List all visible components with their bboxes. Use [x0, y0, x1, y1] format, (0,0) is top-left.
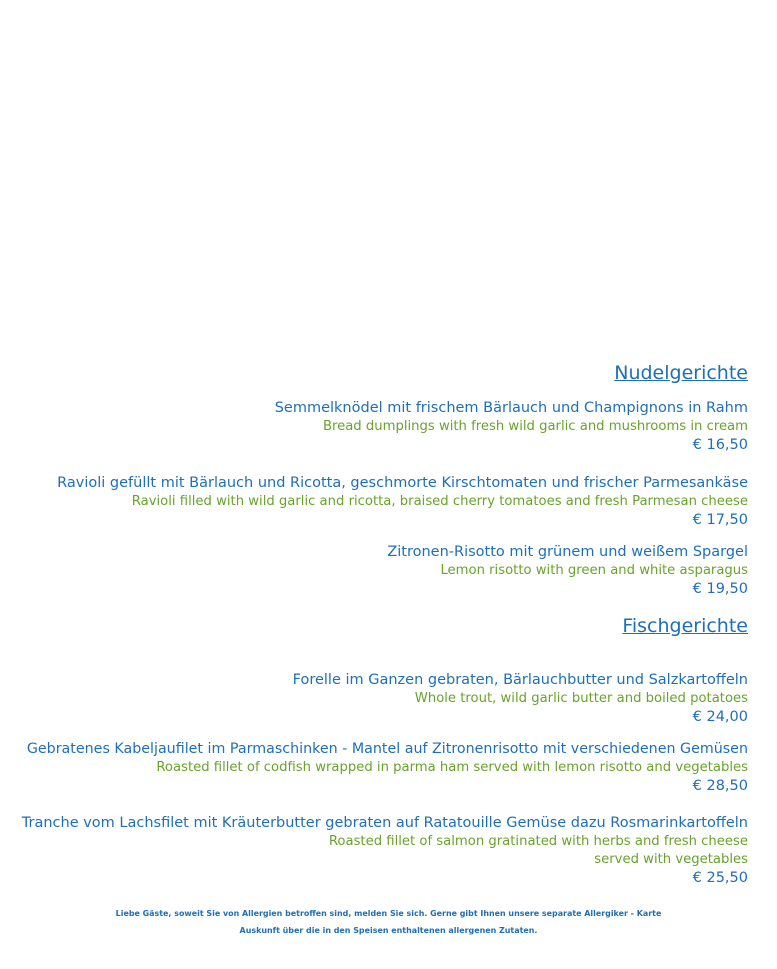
item-name-english: Ravioli filled with wild garlic and ricotta, braised cherry tomatoes and fresh Parmesan cheese [131, 494, 748, 509]
item-name-english-continued: served with vegetables [594, 852, 748, 867]
allergen-notice-line-1: Liebe Gäste, soweit Sie von Allergien betroffen sind, melden Sie sich. Gerne gibt Ihnen unsere separate Allergiker - Karte [115, 909, 662, 918]
menu-item [387, 543, 748, 598]
item-name-german: Semmelknödel mit frischem Bärlauch und Champignons in Rahm [274, 400, 748, 416]
item-name-german: Tranche vom Lachsfilet mit Kräuterbutter gebraten auf Ratatouille Gemüse dazu Rosmarinkartoffeln [21, 815, 748, 831]
menu-item [27, 740, 748, 795]
allergen-notice-line-2: Auskunft über die in den Speisen enthaltenen allergenen Zutaten. [239, 926, 538, 935]
item-name-english: Lemon risotto with green and white asparagus [440, 563, 748, 578]
item-price: € 24,00 [692, 709, 748, 725]
item-price: € 17,50 [692, 512, 748, 528]
item-name-german: Forelle im Ganzen gebraten, Bärlauchbutter und Salzkartoffeln [292, 672, 748, 688]
item-price: € 19,50 [692, 581, 748, 597]
menu-item [22, 814, 748, 887]
item-name-english: Roasted fillet of codfish wrapped in parma ham served with lemon risotto and vegetables [156, 760, 748, 775]
item-price: € 25,50 [692, 870, 748, 886]
item-price: € 16,50 [692, 437, 748, 453]
menu-item [293, 671, 748, 726]
item-name-english: Bread dumplings with fresh wild garlic and mushrooms in cream [322, 419, 748, 434]
item-price: € 28,50 [692, 778, 748, 794]
item-name-german: Zitronen-Risotto mit grünem und weißem Spargel [387, 544, 748, 560]
item-name-german: Ravioli gefüllt mit Bärlauch und Ricotta, geschmorte Kirschtomaten und frischer Parmesankäse [57, 475, 748, 491]
section-heading-fish: Fischgerichte [622, 615, 748, 637]
menu-item [275, 399, 748, 454]
menu-item [57, 474, 748, 529]
item-name-german: Gebratenes Kabeljaufilet im Parmaschinken - Mantel auf Zitronenrisotto mit verschiedenen Gemüsen [26, 741, 748, 757]
item-name-english: Whole trout, wild garlic butter and boiled potatoes [414, 691, 748, 706]
allergen-notice [0, 905, 777, 939]
item-name-english: Roasted fillet of salmon gratinated with herbs and fresh cheese [328, 834, 748, 849]
section-heading-pasta: Nudelgerichte [614, 362, 748, 384]
